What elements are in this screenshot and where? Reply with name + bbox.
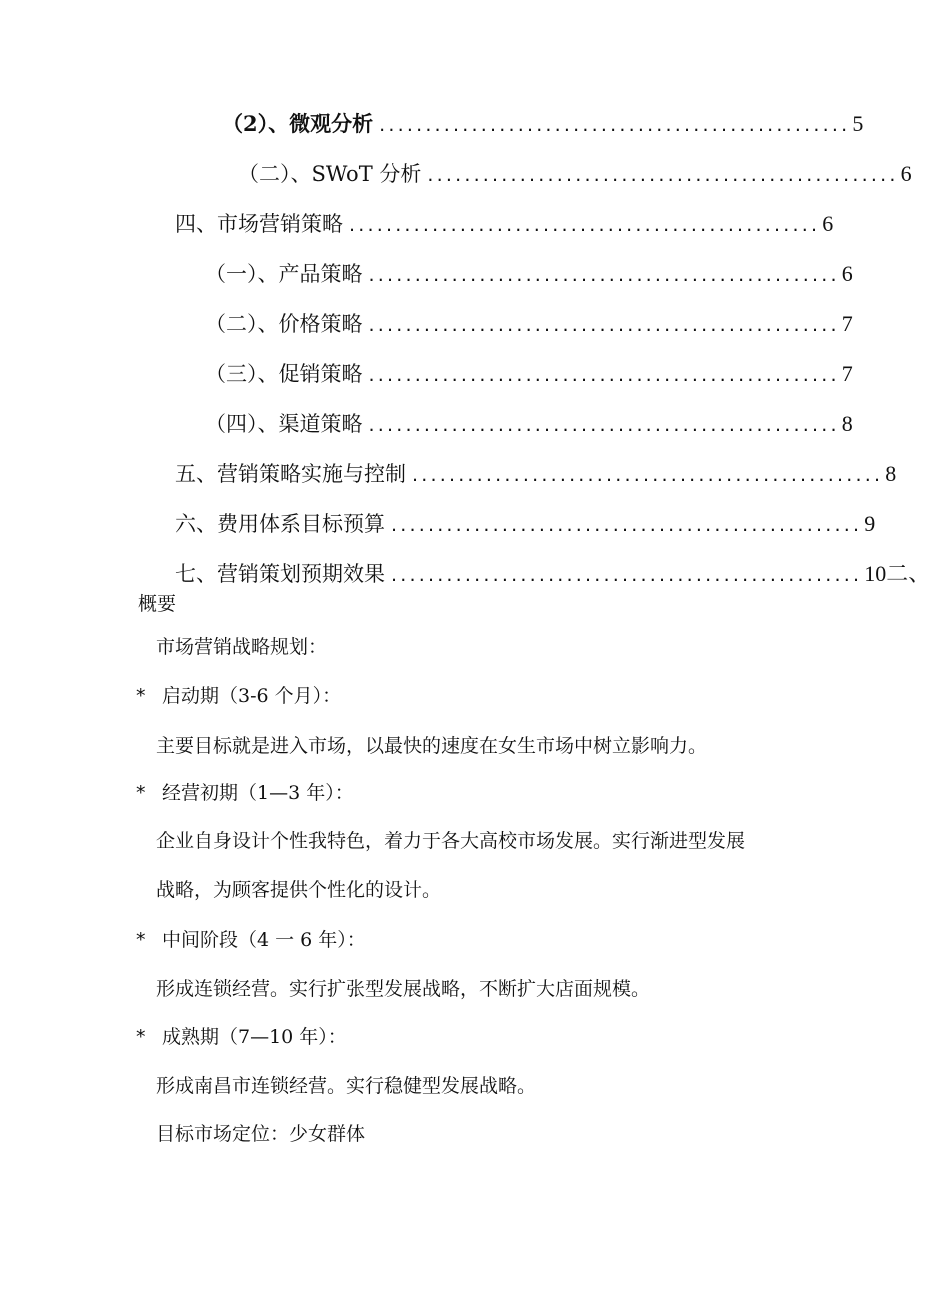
toc-page-number: 6 <box>900 161 912 186</box>
toc-leader-dots: ................................................... <box>368 314 840 336</box>
phase1-title-text: 启动期（3-6 个月）： <box>162 685 342 707</box>
phase4-description: 形成南昌市连锁经营。实行稳健型发展战略。 <box>156 1075 537 1097</box>
toc-entry-micro-analysis[interactable] <box>222 110 864 139</box>
toc-entry-label: 七、营销策划预期效果 <box>175 562 385 586</box>
phase3-title-text: 中间阶段（4 一 6 年）： <box>162 929 366 951</box>
section-title: 概要 <box>138 593 177 615</box>
phase4-title <box>136 1024 347 1050</box>
toc-entry-label: （二）、价格策略 <box>205 312 363 336</box>
toc-leader-dots: ................................................... <box>349 214 821 236</box>
toc-entry-label: （三）、促销策略 <box>205 362 363 386</box>
bullet-marker: * <box>136 929 146 951</box>
toc-leader-dots: ................................................... <box>412 464 884 486</box>
toc-entry-implementation-control[interactable] <box>175 460 897 489</box>
toc-page-number: 7 <box>841 361 853 386</box>
phase2-title-text: 经营初期（1—3 年）： <box>162 782 354 804</box>
toc-leader-dots: ................................................... <box>427 164 899 186</box>
target-market: 目标市场定位：少女群体 <box>156 1123 366 1145</box>
toc-entry-channel-strategy[interactable] <box>205 410 853 439</box>
toc-entry-label: （二）、SWoT 分析 <box>238 162 422 186</box>
phase1-title <box>136 683 341 709</box>
phase4-title-text: 成熟期（7—10 年）： <box>162 1026 347 1048</box>
toc-page-number: 10二、 <box>864 561 930 586</box>
toc-entry-label: 四、市场营销策略 <box>175 212 343 236</box>
phase1-description: 主要目标就是进入市场，以最快的速度在女生市场中树立影响力。 <box>156 735 708 757</box>
toc-entry-marketing-strategy[interactable] <box>175 210 834 239</box>
toc-entry-promotion-strategy[interactable] <box>205 360 853 389</box>
toc-page-number: 9 <box>864 511 876 536</box>
phase2-description-line2: 战略，为顾客提供个性化的设计。 <box>156 879 442 901</box>
toc-entry-price-strategy[interactable] <box>205 310 853 339</box>
toc-entry-expected-effect[interactable] <box>175 560 930 589</box>
toc-page-number: 8 <box>885 461 897 486</box>
phase3-description: 形成连锁经营。实行扩张型发展战略，不断扩大店面规模。 <box>156 978 651 1000</box>
toc-leader-dots: ................................................... <box>379 114 851 136</box>
bullet-marker: * <box>136 782 146 804</box>
toc-page-number: 7 <box>841 311 853 336</box>
toc-entry-label: （四）、渠道策略 <box>205 412 363 436</box>
toc-entry-product-strategy[interactable] <box>205 260 853 289</box>
toc-leader-dots: ................................................... <box>391 514 863 536</box>
strategy-heading: 市场营销战略规划： <box>156 636 328 658</box>
toc-entry-label: （一）、产品策略 <box>205 262 363 286</box>
bullet-marker: * <box>136 1026 146 1048</box>
bullet-marker: * <box>136 685 146 707</box>
toc-page-number: 8 <box>841 411 853 436</box>
toc-entry-label: （2）、微观分析 <box>222 111 374 136</box>
phase2-title <box>136 780 354 806</box>
toc-entry-label: 六、费用体系目标预算 <box>175 512 385 536</box>
toc-entry-budget[interactable] <box>175 510 876 539</box>
phase3-title <box>136 927 366 953</box>
toc-page-number: 6 <box>822 211 834 236</box>
toc-leader-dots: ................................................... <box>391 564 863 586</box>
toc-entry-swot-analysis[interactable] <box>238 160 912 189</box>
toc-page-number: 6 <box>841 261 853 286</box>
toc-leader-dots: ................................................... <box>368 414 840 436</box>
toc-entry-label: 五、营销策略实施与控制 <box>175 462 406 486</box>
phase2-description-line1: 企业自身设计个性我特色，着力于各大高校市场发展。实行渐进型发展 <box>156 830 746 852</box>
toc-leader-dots: ................................................... <box>368 264 840 286</box>
toc-page-number: 5 <box>852 111 864 136</box>
toc-leader-dots: ................................................... <box>368 364 840 386</box>
